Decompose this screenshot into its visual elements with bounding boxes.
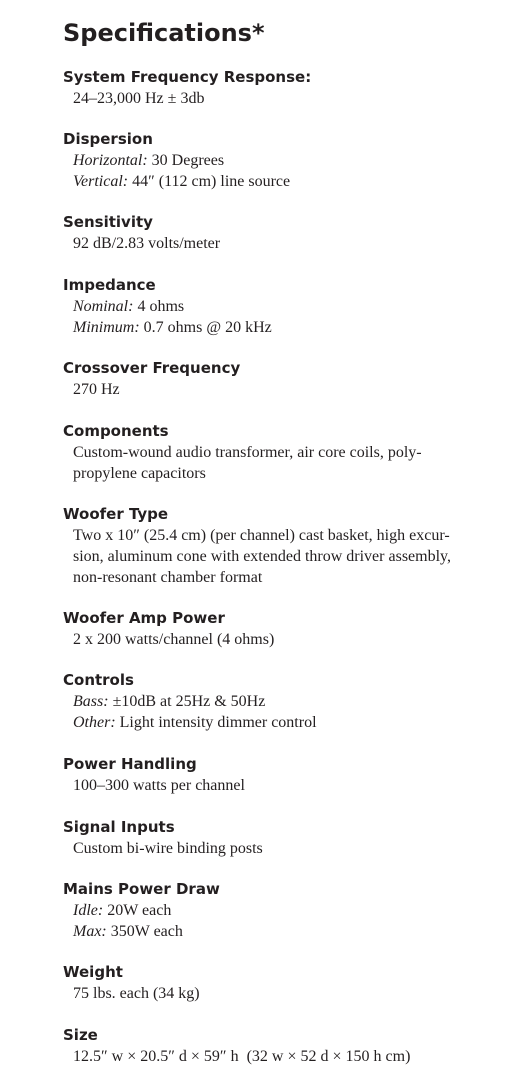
- spec-value-text: 100–300 watts per channel: [73, 777, 245, 794]
- spec-value-text: Two x 10″ (25.4 cm) (per channel) cast basket, high excur-: [73, 527, 450, 544]
- spec-value-label: Vertical:: [73, 173, 129, 190]
- spec-value-text: propylene capacitors: [73, 465, 206, 482]
- spec-section: [63, 129, 508, 192]
- spec-value-text: Custom-wound audio transformer, air core coils, poly-: [73, 444, 422, 461]
- spec-value-text: non-resonant chamber format: [73, 569, 263, 586]
- spec-value: [63, 921, 508, 942]
- spec-value-label: Bass:: [73, 693, 109, 710]
- spec-section: [63, 504, 508, 588]
- spec-value-label: Nominal:: [73, 298, 134, 315]
- spec-section: [63, 1025, 508, 1067]
- spec-value-text: 30 Degrees: [147, 152, 225, 169]
- spec-value-text: Custom bi-wire binding posts: [73, 840, 263, 857]
- spec-section: [63, 358, 508, 400]
- spec-section: [63, 670, 508, 733]
- spec-heading: Sensitivity: [63, 213, 153, 231]
- spec-value: [63, 712, 508, 733]
- spec-value: [63, 629, 508, 650]
- spec-value-text: 20W each: [103, 902, 172, 919]
- spec-value: [63, 546, 508, 567]
- spec-value: [63, 317, 508, 338]
- spec-value-text: 0.7 ohms @ 20 kHz: [139, 319, 272, 336]
- spec-value: [63, 900, 508, 921]
- spec-heading: Components: [63, 422, 169, 440]
- spec-heading: Mains Power Draw: [63, 880, 220, 898]
- spec-section: [63, 754, 508, 796]
- spec-value: [63, 525, 508, 546]
- spec-value: [63, 1046, 508, 1067]
- spec-heading: Dispersion: [63, 130, 153, 148]
- spec-value-label: Horizontal:: [73, 152, 148, 169]
- spec-value-text: 2 x 200 watts/channel (4 ohms): [73, 631, 275, 648]
- spec-section: [63, 879, 508, 942]
- spec-value-text: 44″ (112 cm) line source: [128, 173, 291, 190]
- spec-section: [63, 421, 508, 484]
- spec-value-label: Other:: [73, 714, 116, 731]
- spec-heading: Weight: [63, 963, 123, 981]
- page-title: Specifications*: [63, 19, 265, 47]
- spec-value: [63, 691, 508, 712]
- spec-heading: Power Handling: [63, 755, 197, 773]
- spec-heading: Woofer Amp Power: [63, 609, 225, 627]
- spec-value: [63, 88, 508, 109]
- spec-value-text: Light intensity dimmer control: [115, 714, 317, 731]
- spec-value: [63, 379, 508, 400]
- spec-heading: Signal Inputs: [63, 818, 175, 836]
- spec-value: [63, 150, 508, 171]
- spec-value: [63, 296, 508, 317]
- spec-value: [63, 567, 508, 588]
- spec-section: [63, 212, 508, 254]
- spec-section: [63, 67, 508, 109]
- spec-value: [63, 171, 508, 192]
- spec-value-text: sion, aluminum cone with extended throw driver assembly,: [73, 548, 451, 565]
- spec-value-text: 4 ohms: [133, 298, 185, 315]
- spec-value-text: 350W each: [106, 923, 183, 940]
- spec-value-label: Max:: [73, 923, 107, 940]
- spec-heading: Size: [63, 1026, 98, 1044]
- spec-value: [63, 838, 508, 859]
- spec-value-label: Idle:: [73, 902, 104, 919]
- spec-value: [63, 775, 508, 796]
- spec-value-text: 24–23,000 Hz ± 3db: [73, 90, 205, 107]
- spec-section: [63, 608, 508, 650]
- spec-heading: Crossover Frequency: [63, 359, 241, 377]
- spec-heading: System Frequency Response:: [63, 68, 312, 86]
- spec-heading: Woofer Type: [63, 505, 169, 523]
- spec-section: [63, 275, 508, 338]
- spec-value: [63, 983, 508, 1004]
- spec-section: [63, 817, 508, 859]
- spec-value-text: 270 Hz: [73, 381, 120, 398]
- spec-value-label: Minimum:: [73, 319, 140, 336]
- spec-value-text: ±10dB at 25Hz & 50Hz: [108, 693, 266, 710]
- spec-heading: Impedance: [63, 276, 156, 294]
- spec-value: [63, 233, 508, 254]
- spec-value-text: 12.5″ w × 20.5″ d × 59″ h (32 w × 52 d × 150 h cm): [73, 1048, 411, 1065]
- spec-value: [63, 442, 508, 463]
- spec-heading: Controls: [63, 671, 134, 689]
- spec-value: [63, 463, 508, 484]
- spec-value-text: 75 lbs. each (34 kg): [73, 985, 200, 1002]
- spec-value-text: 92 dB/2.83 volts/meter: [73, 235, 221, 252]
- spec-section: [63, 962, 508, 1004]
